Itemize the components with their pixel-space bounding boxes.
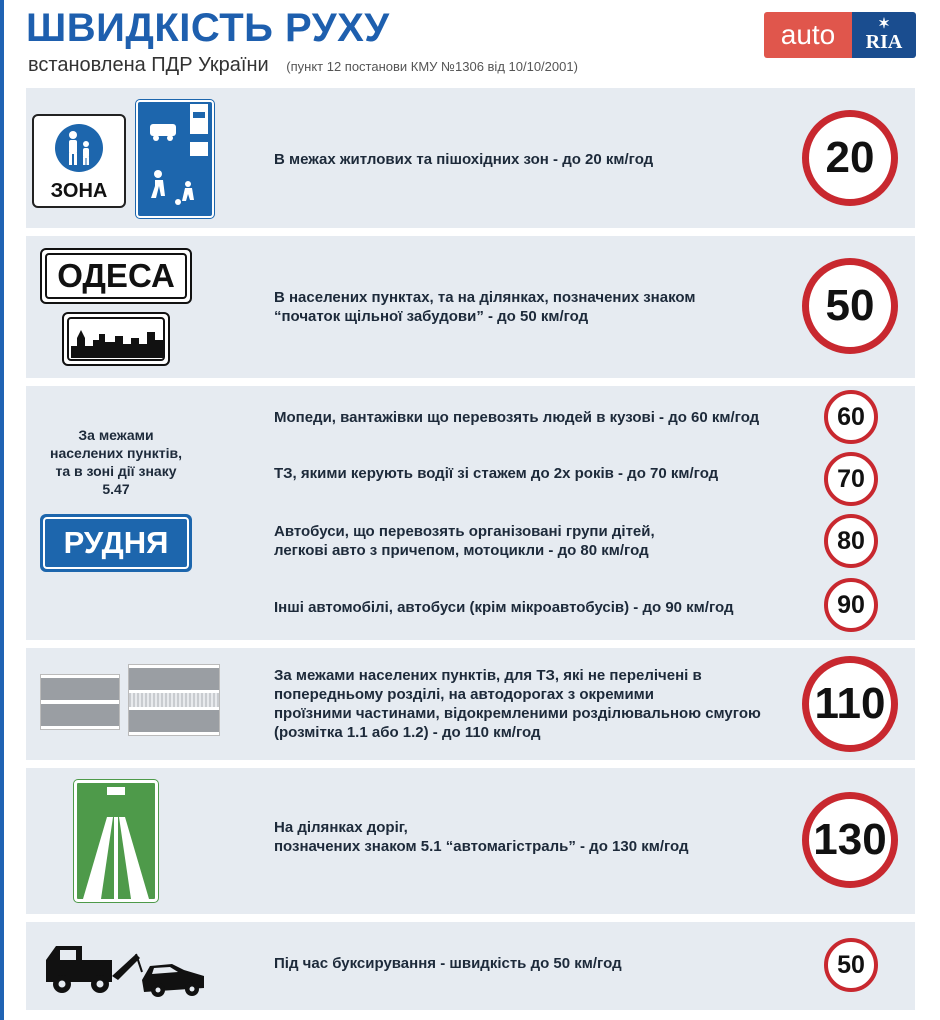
speed-limit-sign: 70	[824, 452, 878, 506]
dense-building-sign	[62, 312, 170, 366]
city-sign-label: РУДНЯ	[63, 525, 169, 560]
row-text	[274, 954, 622, 973]
autoria-logo[interactable]	[764, 12, 916, 58]
row-text	[274, 150, 653, 169]
tow-truck-icon	[42, 932, 210, 1002]
logo-ria-text: RIA	[865, 31, 903, 53]
text-line: Мопеди, вантажівки що перевозять людей в кузові - до 60 км/год	[274, 409, 760, 426]
road-marking-1-1-icon	[40, 674, 120, 730]
text-line: За межами	[78, 427, 154, 443]
left-caption	[26, 426, 206, 498]
text-line: 5.47	[102, 481, 130, 497]
logo-auto-text: auto	[764, 12, 852, 58]
residential-zone-icon	[136, 100, 214, 218]
row-motorway	[26, 768, 915, 914]
text-line: (розмітка 1.1 або 1.2) - до 110 км/год	[274, 724, 541, 741]
text-line: легкові авто з причепом, мотоцикли - до 80 км/год	[274, 542, 649, 559]
pedestrian-family-icon	[55, 124, 103, 172]
city-sign-label: ОДЕСА	[57, 257, 175, 294]
text-line: За межами населених пунктів, для ТЗ, які не перелічені в	[274, 667, 702, 684]
speed-limit-sign: 90	[824, 578, 878, 632]
pedestrian-zone-icon	[32, 114, 126, 208]
text-line: населених пунктів,	[50, 445, 182, 461]
speed-limit-sign: 80	[824, 514, 878, 568]
row-divided-roads	[26, 648, 915, 760]
subtitle-text: встановлена ПДР України	[28, 54, 269, 76]
text-line: Під час буксирування - швидкість до 50 км/год	[274, 955, 622, 972]
row-settlements	[26, 236, 915, 378]
row-residential-zone	[26, 88, 915, 228]
road-marking-1-2-icon	[128, 664, 220, 736]
skyline-icon	[69, 320, 165, 360]
text-line: Автобуси, що перевозять організовані групи дітей,	[274, 523, 655, 540]
item-text	[274, 408, 759, 427]
city-name-sign	[40, 248, 192, 304]
text-line: попередньому розділі, на автодорогах з окремими	[274, 686, 655, 703]
row-text	[274, 666, 761, 742]
row-outside-settlements	[26, 386, 915, 640]
speed-limit-sign: 20	[802, 110, 898, 206]
motorway-sign-icon	[74, 780, 158, 902]
text-line: ТЗ, якими керують водії зі стажем до 2х років - до 70 км/год	[274, 465, 719, 482]
text-line: позначених знаком 5.1 “автомагістраль” - до 130 км/год	[274, 838, 689, 855]
row-towing	[26, 922, 915, 1010]
text-line: та в зоні дії знаку	[55, 463, 177, 479]
speed-limit-sign: 130	[802, 792, 898, 888]
text-line: На ділянках доріг,	[274, 819, 408, 836]
logo-ria-block	[852, 12, 916, 58]
row-text	[274, 818, 689, 856]
speed-limit-sign: 50	[802, 258, 898, 354]
zone-sign-label: ЗОНА	[50, 180, 108, 202]
legal-note: (пункт 12 постанови КМУ №1306 від 10/10/2001)	[286, 59, 578, 74]
item-text	[274, 598, 734, 617]
text-line: В межах житлових та пішохідних зон - до 20 км/год	[274, 151, 654, 168]
item-text	[274, 522, 655, 560]
text-line: Інші автомобілі, автобуси (крім мікроавтобусів) - до 90 км/год	[274, 599, 734, 616]
speed-limit-sign: 110	[802, 656, 898, 752]
item-text	[274, 464, 718, 483]
text-line: “початок щільної забудови” - до 50 км/год	[274, 308, 589, 325]
text-line: В населених пунктах, та на ділянках, позначених знаком	[274, 289, 696, 306]
speed-limit-sign: 50	[824, 938, 878, 992]
row-text	[274, 288, 695, 326]
page-title: ШВИДКІСТЬ РУХУ	[26, 6, 390, 50]
city-sign-5-47	[40, 514, 192, 572]
left-accent-bar	[0, 0, 4, 1020]
star-icon: ✶	[878, 17, 890, 32]
page-subtitle	[28, 54, 578, 77]
speed-limit-sign: 60	[824, 390, 878, 444]
text-line: проїзними частинами, відокремленими розділювальною смугою	[274, 705, 761, 722]
